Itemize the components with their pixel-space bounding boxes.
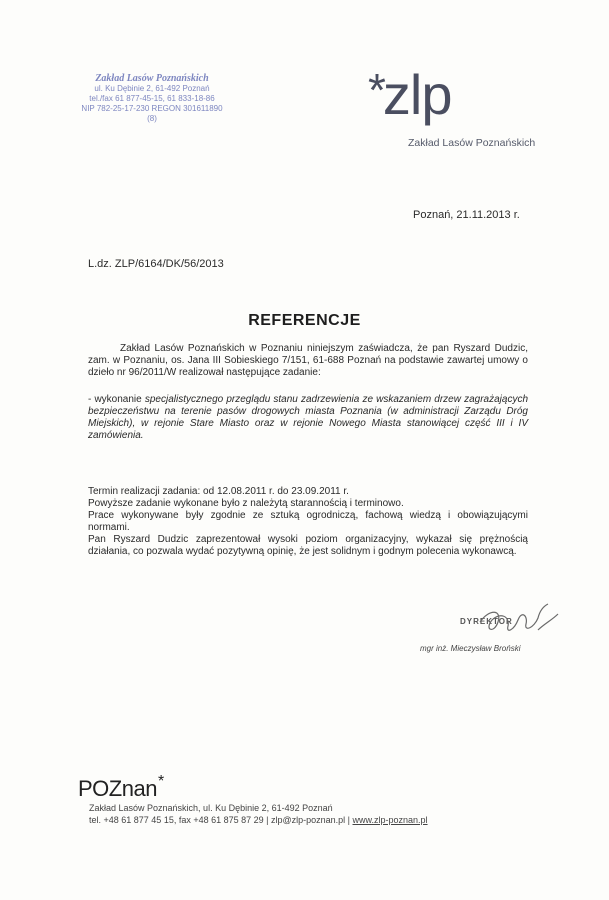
signature-role: DYREKTOR: [460, 617, 513, 626]
stamp-title: Zakład Lasów Poznańskich: [95, 73, 209, 84]
done-line: Powyższe zadanie wykonane było z należytą starannością i terminowo.: [88, 498, 404, 509]
company-stamp: [68, 74, 236, 124]
stamp-address: ul. Ku Dębinie 2, 61-492 Poznań: [94, 84, 210, 93]
handwritten-signature-icon: [440, 600, 570, 645]
asterisk-icon: *: [368, 64, 385, 116]
page-title: REFERENCJE: [248, 312, 361, 329]
task-dash: - wykonanie: [88, 394, 142, 405]
stamp-code: (8): [147, 114, 157, 123]
signature-name: mgr inż. Mieczysław Broński: [420, 644, 521, 653]
footer-address: Zakład Lasów Poznańskich, ul. Ku Dębinie 2, 61-492 Poznań: [89, 803, 333, 813]
logo-text: zlp: [382, 63, 452, 126]
footer-asterisk-icon: *: [157, 773, 164, 790]
paragraph-summary: [88, 486, 528, 558]
reference-number: L.dz. ZLP/6164/DK/56/2013: [88, 258, 224, 270]
logo-subtitle: Zakład Lasów Poznańskich: [408, 137, 536, 149]
paragraph-intro: Zakład Lasów Poznańskich w Poznaniu niniejszym zaświadcza, że pan Ryszard Dudzic, zam. w Poznaniu, os. Jana III Sobieskiego 7/151, 61-688 Poznań na podstawie zawartej umowy o dzieło nr 96/2011/W realizował następujące zadanie:: [88, 343, 528, 378]
footer-contact: [89, 815, 428, 825]
poznan-logo: [78, 773, 164, 802]
term-line: Termin realizacji zadania: od 12.08.2011 r. do 23.09.2011 r.: [88, 486, 349, 497]
footer-website-link[interactable]: www.zlp-poznan.pl: [352, 815, 428, 825]
stamp-phone: tel./fax 61 877-45-15, 61 833-18-86: [89, 94, 215, 103]
quality-line: Prace wykonywane były zgodnie ze sztuką ogrodniczą, fachową wiedzą i obowiązującymi normami.: [88, 510, 528, 533]
zlp-logo: [368, 62, 558, 149]
document-date: Poznań, 21.11.2013 r.: [413, 209, 520, 221]
footer-contact-info: tel. +48 61 877 45 15, fax +48 61 875 87 29 | zlp@zlp-poznan.pl |: [89, 815, 353, 825]
closing-line: Pan Ryszard Dudzic zaprezentował wysoki poziom organizacyjny, wykazał się prężnością działania, co pozwala wydać pozytywną opinię, że jest solidnym i godnym polecenia wykonawcą.: [88, 534, 528, 557]
stamp-ids: NIP 782-25-17-230 REGON 301611890: [81, 104, 223, 113]
paragraph-task: [88, 394, 528, 442]
task-description: specjalistycznego przeglądu stanu zadrzewienia ze wskazaniem drzew zagrażających bezpieczeństwu na terenie pasów drogowych miasta Poznania (w administracji Zarządu Dróg Miejskich), w rejonie Stare Miasto oraz w rejonie Nowego Miasta stanowiącej część III i IV zamówienia.: [88, 394, 529, 441]
signature-block: [420, 600, 580, 670]
footer-logo-text: POZnan: [78, 776, 157, 801]
